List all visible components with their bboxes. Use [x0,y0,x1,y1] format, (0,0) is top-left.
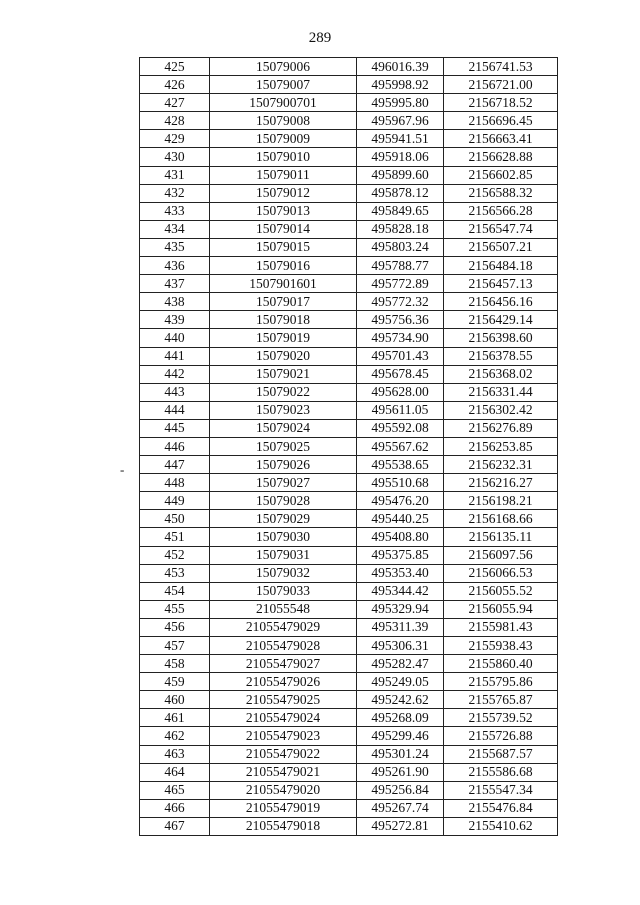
point-id-cell: 21055479019 [210,799,357,817]
x-coordinate-cell: 495611.05 [357,401,444,419]
x-coordinate-cell: 495628.00 [357,383,444,401]
row-number-cell: 452 [140,546,210,564]
point-id-cell: 15079031 [210,546,357,564]
y-coordinate-cell: 2156566.28 [444,202,558,220]
x-coordinate-cell: 495306.31 [357,637,444,655]
table-row [140,58,558,76]
x-coordinate-cell: 495272.81 [357,817,444,835]
y-coordinate-cell: 2156253.85 [444,437,558,455]
table-row [140,112,558,130]
table-row [140,474,558,492]
row-number-cell: 444 [140,401,210,419]
coordinate-table-body [140,58,558,836]
table-row [140,600,558,618]
point-id-cell: 15079017 [210,293,357,311]
y-coordinate-cell: 2156718.52 [444,94,558,112]
x-coordinate-cell: 495261.90 [357,763,444,781]
page-number: 289 [308,30,332,46]
x-coordinate-cell: 495567.62 [357,437,444,455]
x-coordinate-cell: 495242.62 [357,691,444,709]
table-row [140,781,558,799]
x-coordinate-cell: 495998.92 [357,76,444,94]
point-id-cell: 1507900701 [210,94,357,112]
table-row [140,94,558,112]
point-id-cell: 21055479027 [210,655,357,673]
y-coordinate-cell: 2156331.44 [444,383,558,401]
x-coordinate-cell: 495918.06 [357,148,444,166]
table-row [140,582,558,600]
y-coordinate-cell: 2156696.45 [444,112,558,130]
point-id-cell: 21055479022 [210,745,357,763]
table-row [140,437,558,455]
row-number-cell: 436 [140,257,210,275]
row-number-cell: 445 [140,419,210,437]
table-row [140,76,558,94]
x-coordinate-cell: 495301.24 [357,745,444,763]
table-row [140,293,558,311]
point-id-cell: 15079032 [210,564,357,582]
row-number-cell: 461 [140,709,210,727]
x-coordinate-cell: 495995.80 [357,94,444,112]
point-id-cell: 15079012 [210,184,357,202]
row-number-cell: 464 [140,763,210,781]
row-number-cell: 434 [140,220,210,238]
x-coordinate-cell: 495772.32 [357,293,444,311]
table-row [140,401,558,419]
x-coordinate-cell: 495353.40 [357,564,444,582]
row-number-cell: 462 [140,727,210,745]
table-row [140,220,558,238]
x-coordinate-cell: 495311.39 [357,618,444,636]
x-coordinate-cell: 495282.47 [357,655,444,673]
x-coordinate-cell: 495249.05 [357,673,444,691]
point-id-cell: 15079024 [210,419,357,437]
row-number-cell: 459 [140,673,210,691]
point-id-cell: 21055479028 [210,637,357,655]
point-id-cell: 15079014 [210,220,357,238]
x-coordinate-cell: 495772.89 [357,275,444,293]
row-number-cell: 427 [140,94,210,112]
y-coordinate-cell: 2155476.84 [444,799,558,817]
point-id-cell: 15079018 [210,311,357,329]
y-coordinate-cell: 2156588.32 [444,184,558,202]
row-number-cell: 432 [140,184,210,202]
row-number-cell: 451 [140,528,210,546]
table-row [140,257,558,275]
row-number-cell: 466 [140,799,210,817]
table-row [140,275,558,293]
y-coordinate-cell: 2155739.52 [444,709,558,727]
margin-mark: - [120,462,125,477]
x-coordinate-cell: 495510.68 [357,474,444,492]
point-id-cell: 15079026 [210,456,357,474]
y-coordinate-cell: 2156168.66 [444,510,558,528]
y-coordinate-cell: 2155586.68 [444,763,558,781]
point-id-cell: 21055479026 [210,673,357,691]
table-row [140,148,558,166]
point-id-cell: 15079033 [210,582,357,600]
table-row [140,202,558,220]
table-row [140,419,558,437]
point-id-cell: 15079013 [210,202,357,220]
row-number-cell: 454 [140,582,210,600]
row-number-cell: 448 [140,474,210,492]
point-id-cell: 21055479018 [210,817,357,835]
row-number-cell: 457 [140,637,210,655]
x-coordinate-cell: 495344.42 [357,582,444,600]
point-id-cell: 1507901601 [210,275,357,293]
point-id-cell: 21055479029 [210,618,357,636]
x-coordinate-cell: 495476.20 [357,492,444,510]
row-number-cell: 438 [140,293,210,311]
point-id-cell: 15079021 [210,365,357,383]
point-id-cell: 15079027 [210,474,357,492]
y-coordinate-cell: 2155410.62 [444,817,558,835]
row-number-cell: 463 [140,745,210,763]
x-coordinate-cell: 495329.94 [357,600,444,618]
point-id-cell: 15079006 [210,58,357,76]
table-row [140,655,558,673]
table-row [140,383,558,401]
point-id-cell: 15079028 [210,492,357,510]
y-coordinate-cell: 2156721.00 [444,76,558,94]
y-coordinate-cell: 2155765.87 [444,691,558,709]
row-number-cell: 443 [140,383,210,401]
point-id-cell: 15079023 [210,401,357,419]
point-id-cell: 15079022 [210,383,357,401]
y-coordinate-cell: 2156055.52 [444,582,558,600]
point-id-cell: 15079008 [210,112,357,130]
y-coordinate-cell: 2156507.21 [444,238,558,256]
y-coordinate-cell: 2156456.16 [444,293,558,311]
table-row [140,564,558,582]
y-coordinate-cell: 2156368.02 [444,365,558,383]
y-coordinate-cell: 2156398.60 [444,329,558,347]
row-number-cell: 431 [140,166,210,184]
y-coordinate-cell: 2156547.74 [444,220,558,238]
table-row [140,347,558,365]
point-id-cell: 15079029 [210,510,357,528]
row-number-cell: 441 [140,347,210,365]
y-coordinate-cell: 2156276.89 [444,419,558,437]
y-coordinate-cell: 2156302.42 [444,401,558,419]
row-number-cell: 435 [140,238,210,256]
y-coordinate-cell: 2156097.56 [444,546,558,564]
table-row [140,528,558,546]
row-number-cell: 450 [140,510,210,528]
row-number-cell: 442 [140,365,210,383]
y-coordinate-cell: 2156216.27 [444,474,558,492]
x-coordinate-cell: 495899.60 [357,166,444,184]
y-coordinate-cell: 2156066.53 [444,564,558,582]
row-number-cell: 437 [140,275,210,293]
y-coordinate-cell: 2156457.13 [444,275,558,293]
row-number-cell: 460 [140,691,210,709]
y-coordinate-cell: 2156484.18 [444,257,558,275]
x-coordinate-cell: 495267.74 [357,799,444,817]
y-coordinate-cell: 2156055.94 [444,600,558,618]
x-coordinate-cell: 496016.39 [357,58,444,76]
x-coordinate-cell: 495967.96 [357,112,444,130]
table-row [140,365,558,383]
y-coordinate-cell: 2156429.14 [444,311,558,329]
row-number-cell: 440 [140,329,210,347]
x-coordinate-cell: 495299.46 [357,727,444,745]
y-coordinate-cell: 2156663.41 [444,130,558,148]
table-row [140,673,558,691]
row-number-cell: 429 [140,130,210,148]
table-row [140,546,558,564]
point-id-cell: 21055479025 [210,691,357,709]
y-coordinate-cell: 2156628.88 [444,148,558,166]
table-row [140,799,558,817]
row-number-cell: 447 [140,456,210,474]
x-coordinate-cell: 495701.43 [357,347,444,365]
point-id-cell: 15079019 [210,329,357,347]
x-coordinate-cell: 495734.90 [357,329,444,347]
row-number-cell: 446 [140,437,210,455]
y-coordinate-cell: 2155547.34 [444,781,558,799]
y-coordinate-cell: 2156198.21 [444,492,558,510]
point-id-cell: 15079009 [210,130,357,148]
y-coordinate-cell: 2155981.43 [444,618,558,636]
row-number-cell: 453 [140,564,210,582]
row-number-cell: 426 [140,76,210,94]
table-row [140,166,558,184]
table-row [140,311,558,329]
row-number-cell: 465 [140,781,210,799]
x-coordinate-cell: 495375.85 [357,546,444,564]
table-row [140,492,558,510]
table-row [140,691,558,709]
point-id-cell: 21055548 [210,600,357,618]
row-number-cell: 430 [140,148,210,166]
row-number-cell: 428 [140,112,210,130]
row-number-cell: 449 [140,492,210,510]
point-id-cell: 15079010 [210,148,357,166]
row-number-cell: 455 [140,600,210,618]
row-number-cell: 458 [140,655,210,673]
point-id-cell: 21055479020 [210,781,357,799]
x-coordinate-cell: 495941.51 [357,130,444,148]
x-coordinate-cell: 495268.09 [357,709,444,727]
y-coordinate-cell: 2155795.86 [444,673,558,691]
x-coordinate-cell: 495592.08 [357,419,444,437]
x-coordinate-cell: 495408.80 [357,528,444,546]
point-id-cell: 15079020 [210,347,357,365]
point-id-cell: 15079025 [210,437,357,455]
row-number-cell: 439 [140,311,210,329]
x-coordinate-cell: 495756.36 [357,311,444,329]
x-coordinate-cell: 495440.25 [357,510,444,528]
y-coordinate-cell: 2156135.11 [444,528,558,546]
point-id-cell: 15079007 [210,76,357,94]
x-coordinate-cell: 495788.77 [357,257,444,275]
x-coordinate-cell: 495803.24 [357,238,444,256]
table-row [140,745,558,763]
x-coordinate-cell: 495678.45 [357,365,444,383]
y-coordinate-cell: 2156378.55 [444,347,558,365]
y-coordinate-cell: 2155726.88 [444,727,558,745]
row-number-cell: 433 [140,202,210,220]
table-row [140,817,558,835]
table-row [140,184,558,202]
table-row [140,456,558,474]
row-number-cell: 467 [140,817,210,835]
y-coordinate-cell: 2155687.57 [444,745,558,763]
table-row [140,510,558,528]
y-coordinate-cell: 2156232.31 [444,456,558,474]
x-coordinate-cell: 495849.65 [357,202,444,220]
point-id-cell: 15079016 [210,257,357,275]
point-id-cell: 21055479024 [210,709,357,727]
point-id-cell: 15079030 [210,528,357,546]
x-coordinate-cell: 495538.65 [357,456,444,474]
y-coordinate-cell: 2155860.40 [444,655,558,673]
table-row [140,238,558,256]
y-coordinate-cell: 2155938.43 [444,637,558,655]
point-id-cell: 21055479023 [210,727,357,745]
x-coordinate-cell: 495256.84 [357,781,444,799]
table-row [140,637,558,655]
table-row [140,709,558,727]
table-row [140,130,558,148]
point-id-cell: 21055479021 [210,763,357,781]
table-row [140,329,558,347]
table-row [140,618,558,636]
point-id-cell: 15079011 [210,166,357,184]
row-number-cell: 425 [140,58,210,76]
y-coordinate-cell: 2156741.53 [444,58,558,76]
table-row [140,727,558,745]
point-id-cell: 15079015 [210,238,357,256]
table-row [140,763,558,781]
coordinate-table [139,57,558,836]
x-coordinate-cell: 495828.18 [357,220,444,238]
x-coordinate-cell: 495878.12 [357,184,444,202]
row-number-cell: 456 [140,618,210,636]
y-coordinate-cell: 2156602.85 [444,166,558,184]
